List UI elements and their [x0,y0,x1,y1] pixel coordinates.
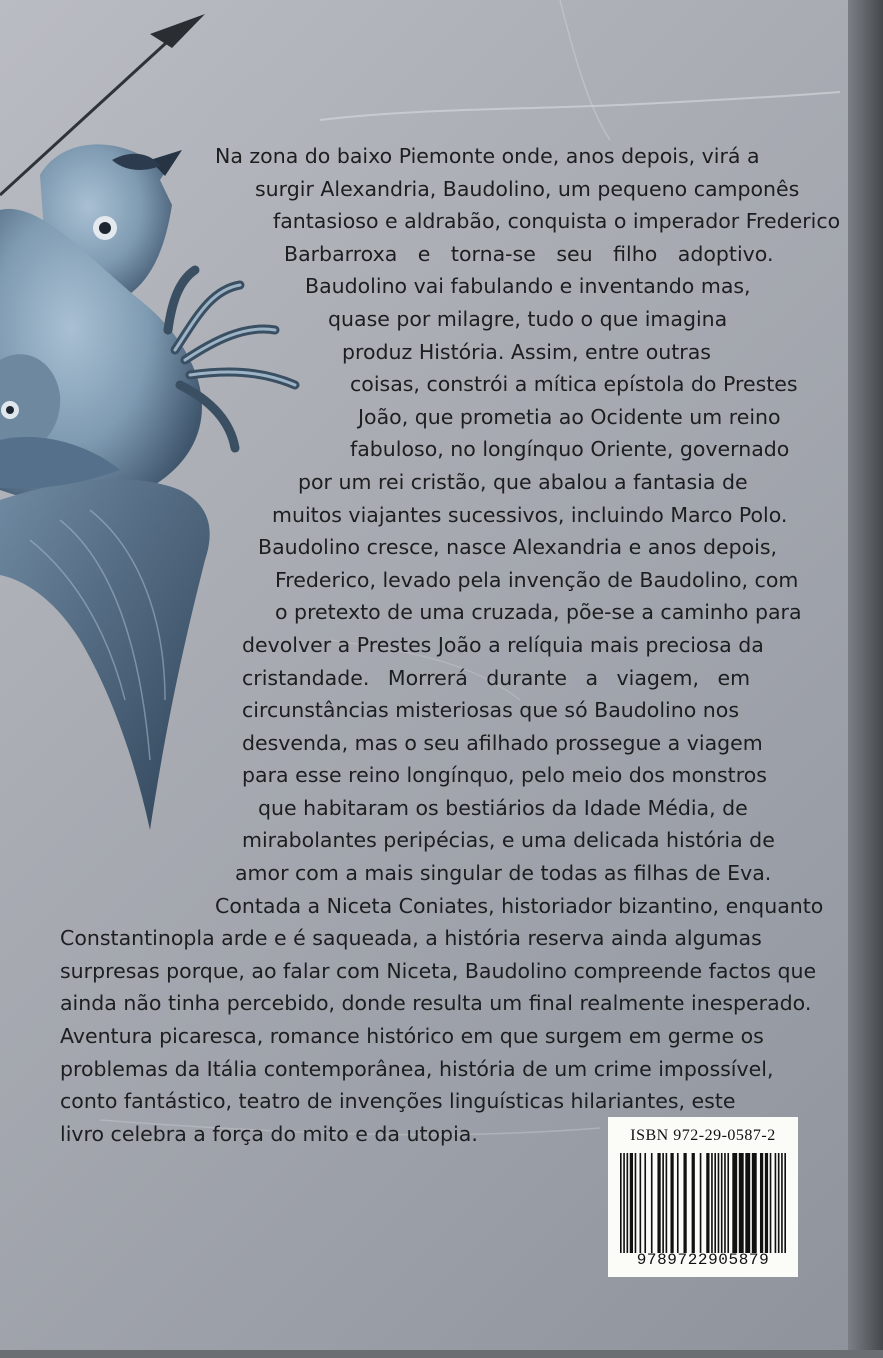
blurb-line: muitos viajantes sucessivos, incluindo Marco Polo. [272,502,788,527]
blurb-line: Frederico, levado pela invenção de Baudolino, com [275,567,799,592]
barcode-bar [644,1153,646,1253]
blurb-line: produz História. Assim, entre outras [342,339,711,364]
barcode-bar [677,1153,679,1253]
blurb-line: fantasioso e aldrabão, conquista o imperador Frederico [273,209,841,234]
blurb-line: fabuloso, no longínquo Oriente, governado [350,437,790,462]
barcode-bar [784,1153,786,1253]
blurb-line: Baudolino cresce, nasce Alexandria e anos depois, [258,535,778,560]
isbn-barcode [608,1117,798,1277]
blurb-line: Na zona do baixo Piemonte onde, anos depois, virá a [215,144,760,168]
barcode-bar [752,1153,757,1253]
barcode-bar [770,1153,772,1253]
barcode-bar [724,1153,726,1253]
blurb-line: surpresas porque, ao falar com Niceta, Baudolino compreende factos que [60,958,817,983]
barcode-bar [732,1153,737,1253]
barcode-bar [781,1153,783,1253]
barcode-bar [700,1153,702,1253]
blurb-line: cristandade. Morrerá durante a viagem, em [242,665,751,690]
blurb-line: desvenda, mas o seu afilhado prossegue a viagem [242,730,763,755]
blurb-line: Constantinopla arde e é saqueada, a história reserva ainda algumas [60,926,762,951]
blurb-line: João, que prometia ao Ocidente um reino [358,404,781,429]
barcode-bar [630,1153,633,1253]
barcode-bar [765,1153,768,1253]
barcode-bar [635,1153,637,1253]
blurb-line: que habitaram os bestiários da Idade Média, de [258,795,748,820]
blurb-line: conto fantástico, teatro de invenções linguísticas hilariantes, este [60,1089,736,1114]
blurb-line: mirabolantes peripécias, e uma delicada história de [242,828,775,853]
barcode-bar [760,1153,763,1253]
barcode-bar [706,1153,709,1253]
blurb-line: surgir Alexandria, Baudolino, um pequeno camponês [255,176,800,201]
barcode-bar [775,1153,777,1253]
barcode-bar [670,1153,673,1253]
barcode-bar [666,1153,668,1253]
barcode-bars [618,1153,788,1253]
blurb-line: Aventura picaresca, romance histórico em que surgem em germe os [60,1024,764,1049]
barcode-bar [718,1153,720,1253]
barcode-bar [711,1153,713,1253]
barcode-bar [651,1153,653,1253]
blurb-line: circunstâncias misteriosas que só Baudolino nos [242,698,740,723]
blurb-line: livro celebra a força do mito e da utopia. [60,1121,478,1146]
blurb-line: Contada a Niceta Coniates, historiador bizantino, enquanto [215,893,824,918]
barcode-bar [662,1153,664,1253]
blurb-line: amor com a mais singular de todas as filhas de Eva. [235,861,772,886]
blurb-line: o pretexto de uma cruzada, põe-se a caminho para [275,600,802,625]
barcode-bar [640,1153,642,1253]
blurb-line: ainda não tinha percebido, donde resulta um final realmente inesperado. [60,991,812,1016]
barcode-bar [620,1153,622,1253]
barcode-bar [627,1153,629,1253]
barcode-bar [727,1153,729,1253]
barcode-bar [745,1153,750,1253]
book-edge [848,0,883,1358]
isbn-label: ISBN 972-29-0587-2 [630,1127,776,1144]
blurb-line: Baudolino vai fabulando e inventando mas, [305,274,751,299]
barcode-bar [657,1153,660,1253]
barcode-bar [721,1153,723,1253]
barcode-bar [739,1153,744,1253]
blurb-line: quase por milagre, tudo o que imagina [328,306,728,331]
barcode-bar [683,1153,686,1253]
blurb-line: por um rei cristão, que abalou a fantasia de [298,469,748,494]
blurb-line: devolver a Prestes João a relíquia mais preciosa da [242,632,764,657]
book-bottom-edge [0,1350,883,1358]
barcode-bar [692,1153,695,1253]
barcode-bar [623,1153,625,1253]
blurb-line: coisas, constrói a mítica epístola do Prestes [350,372,798,397]
ean-number: 9789722905879 [636,1251,770,1269]
blurb-line: para esse reino longínquo, pelo meio dos monstros [242,763,767,788]
barcode-bar [778,1153,780,1253]
blurb-line: Barbarroxa e torna-se seu filho adoptivo. [284,241,774,266]
barcode-bar [714,1153,716,1253]
blurb-line: problemas da Itália contemporânea, história de um crime impossível, [60,1056,774,1081]
